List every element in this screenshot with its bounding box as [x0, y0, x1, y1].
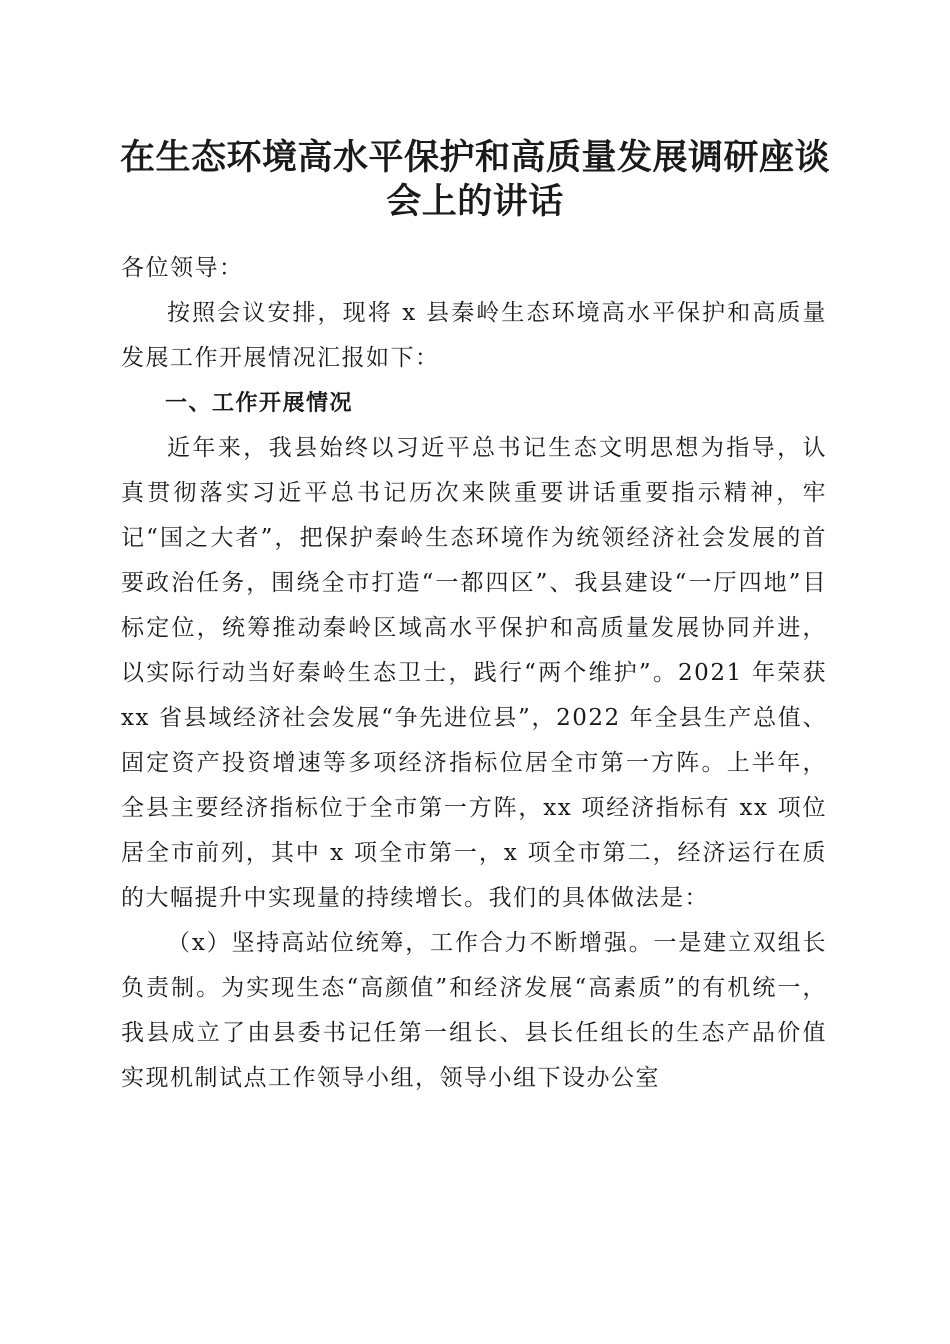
- section-paragraph: 近年来，我县始终以习近平总书记生态文明思想为指导，认真贯彻落实习近平总书记历次来陕重要讲话重要指示精神，牢记“国之大者”，把保护秦岭生态环境作为统领经济社会发展的首要政治任务，围绕全市打造“一都四区”、我县建设“一厅四地”目标定位，统筹推动秦岭区域高水平保护和高质量发展协同并进，以实际行动当好秦岭生态卫士，践行“两个维护”。2021 年荣获 xx 省县域经济社会发展“争先进位县”，2022 年全县生产总值、固定资产投资增速等多项经济指标位居全市第一方阵。上半年，全县主要经济指标位于全市第一方阵，xx 项经济指标有 xx 项位居全市前列，其中 x 项全市第一，x 项全市第二，经济运行在质的大幅提升中实现量的持续增长。我们的具体做法是：: [121, 435, 827, 911]
- salutation: 各位领导：: [121, 255, 244, 281]
- document-body: [121, 246, 827, 1101]
- title-line-2: 会上的讲话: [386, 181, 564, 222]
- document-title: [100, 136, 850, 224]
- intro-paragraph: 按照会议安排，现将 x 县秦岭生态环境高水平保护和高质量发展工作开展情况汇报如下：: [121, 300, 827, 371]
- title-line-1: 在生态环境高水平保护和高质量发展调研座谈: [119, 137, 830, 178]
- section-heading: 一、工作开展情况: [165, 391, 354, 416]
- subsection-paragraph: （x）坚持高站位统筹，工作合力不断增强。一是建立双组长负责制。为实现生态“高颜值”和经济发展“高素质”的有机统一，我县成立了由县委书记任第一组长、县长任组长的生态产品价值实现机制试点工作领导小组，领导小组下设办公室: [121, 930, 827, 1091]
